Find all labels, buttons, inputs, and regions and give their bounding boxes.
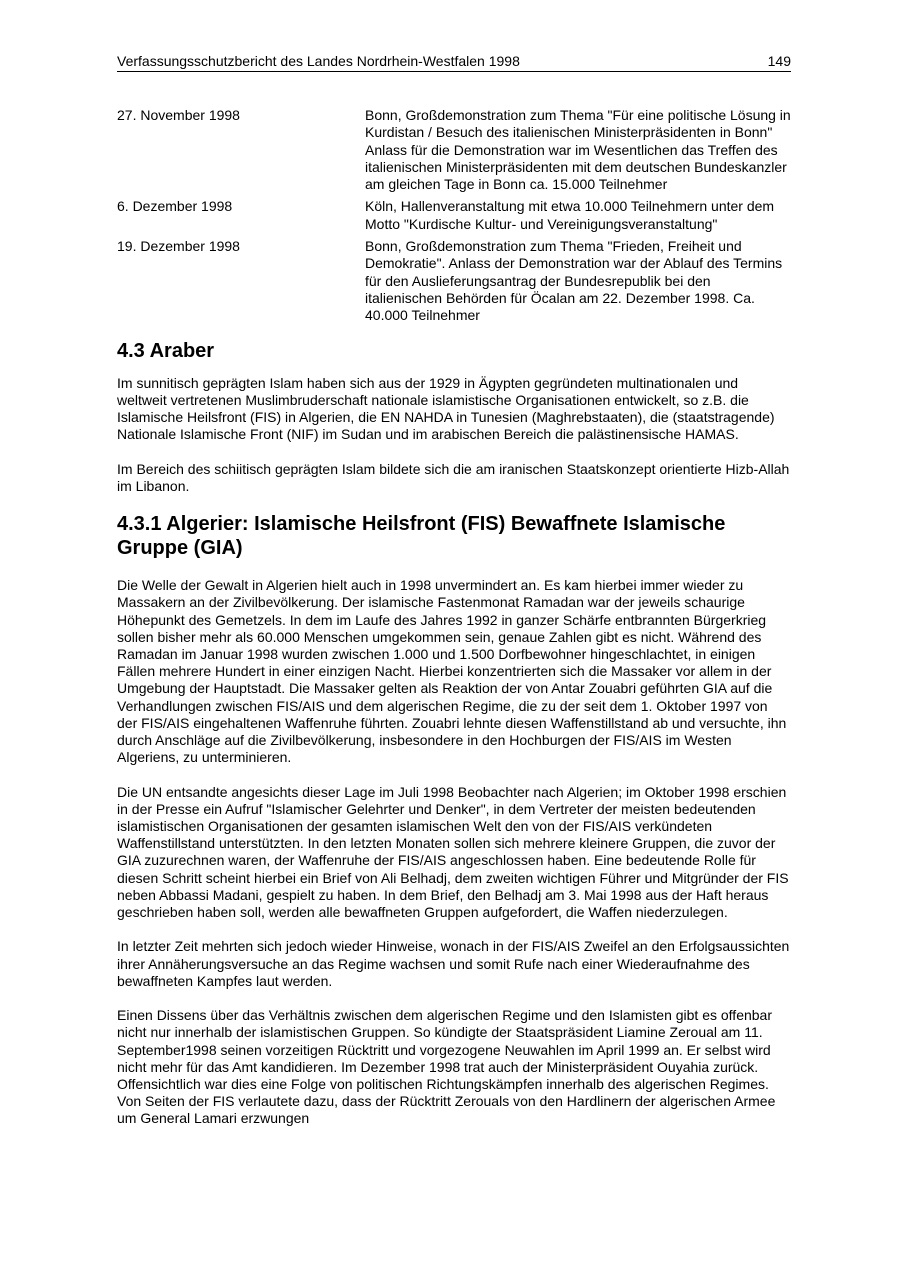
event-row bbox=[117, 193, 791, 233]
paragraph: Einen Dissens über das Verhältnis zwischen dem algerischen Regime und den Islamisten gibt es offenbar nicht nur innerhalb der islamistischen Gruppen. So kündigte der Staatspräsident Liamine Zeroual am 11. September1998 seinen vorzeitigen Rücktritt und vorgezogene Neuwahlen im April 1999 an. Er selbst wird nicht mehr für das Amt kandidieren. Im Dezember 1998 trat auch der Ministerpräsident Ouyahia zurück. Offensichtlich war dies eine Folge von politischen Richtungskämpfen innerhalb des algerischen Regimes. Von Seiten der FIS verlautete dazu, dass der Rücktritt Zerouals von den Hardlinern der algerischen Armee um General Lamari erzwungen bbox=[117, 1007, 776, 1127]
section-heading-algerier: 4.3.1 Algerier: Islamische Heilsfront (FIS) Bewaffnete Islamische Gruppe (GIA) bbox=[117, 513, 726, 560]
event-row bbox=[117, 233, 791, 324]
paragraph: Im Bereich des schiitisch geprägten Islam bildete sich die am iranischen Staatskonzept orientierte Hizb-Allah im Libanon. bbox=[117, 460, 790, 494]
event-description: Köln, Hallenveranstaltung mit etwa 10.000 Teilnehmern unter dem Motto "Kurdische Kultur- und Vereinigungsveranstaltung" bbox=[365, 198, 775, 232]
paragraph: In letzter Zeit mehrten sich jedoch wieder Hinweise, wonach in der FIS/AIS Zweifel an den Erfolgsaussichten ihrer Annäherungsversuche an das Regime wachsen und somit Rufe nach einer Wiederaufnahme des bewaffneten Kampfes laut werden. bbox=[117, 938, 790, 989]
paragraph: Die UN entsandte angesichts dieser Lage im Juli 1998 Beobachter nach Algerien; im Oktober 1998 erschien in der Presse ein Aufruf "Islamischer Gelehrter und Denker", in dem Vertreter der meisten bedeutenden islamistischen Organisationen der gesamten islamischen Welt den von der FIS/AIS verkündeten Waffenstillstand unterstützten. In den letzten Monaten sollen sich mehrere kleinere Gruppen, die zuvor der GIA zuzurechnen waren, der Waffenruhe der FIS/AIS angeschlossen haben. Eine bedeutende Rolle für diesen Schritt scheint hierbei ein Brief von Ali Belhadj, dem zweiten wichtigen Führer und Mitgründer der FIS neben Abbassi Madani, gespielt zu haben. In dem Brief, den Belhadj am 3. Mai 1998 aus der Haft heraus geschrieben haben soll, werden alle bewaffneten Gruppen aufgefordert, die Waffen niederzulegen. bbox=[117, 783, 789, 920]
event-date: 27. November 1998 bbox=[117, 107, 240, 123]
events-table bbox=[117, 107, 791, 325]
paragraph: Die Welle der Gewalt in Algerien hielt auch in 1998 unvermindert an. Es kam hierbei immer wieder zu Massakern an der Zivilbevölkerung. Der islamische Fastenmonat Ramadan war der jeweils schaurige Höhepunkt des Gemetzels. In dem im Laufe des Jahres 1992 in ganzer Schärfe entbrannten Bürgerkrieg sollen bisher mehr als 60.000 Menschen umgekommen sein, genaue Zahlen gibt es nicht. Während des Ramadan im Januar 1998 wurden zwischen 1.000 und 1.500 Dorfbewohner hingeschlachtet, in einigen Fällen mehrere Hundert in einer einzigen Nacht. Hierbei konzentrierten sich die Massaker vor allem in der Umgebung der Hauptstadt. Die Massaker gelten als Reaktion der von Antar Zouabri geführten GIA auf die Verhandlungen zwischen FIS/AIS und dem algerischen Regime, die zu der seit dem 1. Oktober 1997 von der FIS/AIS eingehaltenen Waffenruhe führten. Zouabri lehnte diesen Waffenstillstand ab und versuchte, ihn durch Anschläge auf die Zivilbevölkerung, insbesondere in den Hochburgen der FIS/AIS im Westen Algeriens, zu unterminieren. bbox=[117, 577, 787, 766]
event-date: 19. Dezember 1998 bbox=[117, 238, 240, 255]
header-title: Verfassungsschutzbericht des Landes Nordrhein-Westfalen 1998 bbox=[117, 53, 520, 69]
event-description: Bonn, Großdemonstration zum Thema "Für eine politische Lösung in Kurdistan / Besuch des italienischen Ministerpräsidenten in Bonn" Anlass für die Demonstration war im Wesentlichen das Treffen des italienischen Ministerpräsidenten mit dem deutschen Bundeskanzler am gleichen Tage in Bonn ca. 15.000 Teilnehmer bbox=[365, 107, 791, 193]
paragraph: Im sunnitisch geprägten Islam haben sich aus der 1929 in Ägypten gegründeten multinationalen und weltweit vertretenen Muslimbruderschaft nationale islamistische Organisationen entwickelt, so z.B. die Islamische Heilsfront (FIS) in Algerien, die EN NAHDA in Tunesien (Maghrebstaaten), die (staatstragende) Nationale Islamische Front (NIF) im Sudan und im arabischen Bereich die palästinensische HAMAS. bbox=[117, 374, 775, 443]
page-number: 149 bbox=[767, 53, 791, 69]
page-content bbox=[117, 107, 791, 1145]
page-header bbox=[117, 52, 791, 72]
section-heading-araber: 4.3 Araber bbox=[117, 339, 215, 362]
event-description: Bonn, Großdemonstration zum Thema "Frieden, Freiheit und Demokratie". Anlass der Demonstration war der Ablauf des Termins für den Auslieferungsantrag der Bundesrepublik bei den italienischen Behörden für Öcalan am 22. Dezember 1998. Ca. 40.000 Teilnehmer bbox=[365, 238, 783, 324]
event-row bbox=[117, 107, 791, 193]
event-date: 6. Dezember 1998 bbox=[117, 198, 233, 215]
